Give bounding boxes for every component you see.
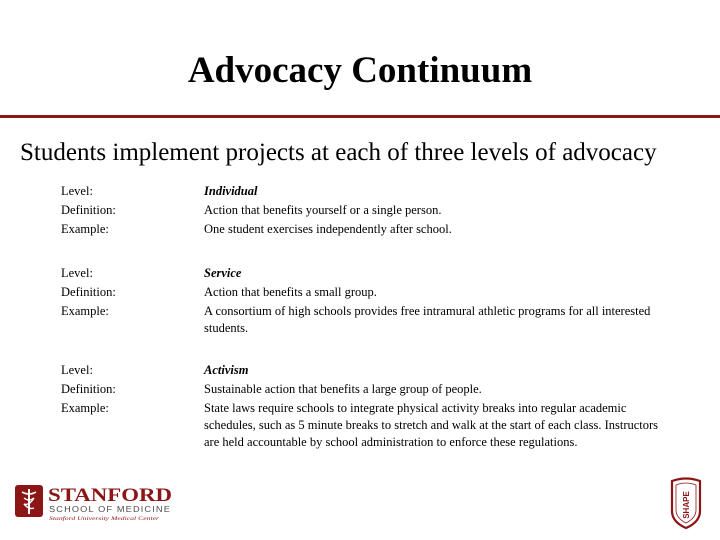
level-definition: Sustainable action that benefits a large group of people.	[204, 382, 482, 396]
level-definition: Action that benefits yourself or a single person.	[204, 203, 442, 217]
definition-label: Definition:	[61, 382, 116, 396]
title-divider	[0, 115, 720, 118]
level-name: Service	[204, 266, 242, 280]
badge-text: SHAPE	[682, 491, 691, 519]
level-example: State laws require schools to integrate physical activity breaks into regular academic schedules, such as 5 minute breaks to stretch and walk at the start of each class. Instructors are held accountable by school administration to enforce these regulations.	[204, 401, 659, 449]
example-label: Example:	[61, 222, 109, 236]
level-label: Level:	[61, 363, 93, 377]
caduceus-icon	[15, 485, 43, 517]
school-of-medicine-text: SCHOOL OF MEDICINE	[49, 505, 171, 514]
level-label: Level:	[61, 184, 93, 198]
level-definition: Action that benefits a small group.	[204, 285, 377, 299]
level-block-individual	[61, 182, 661, 239]
definition-label: Definition:	[61, 203, 116, 217]
level-name: Activism	[204, 363, 249, 377]
slide-title: Advocacy Continuum	[187, 50, 533, 91]
stanford-medicine-logo	[14, 482, 174, 522]
stanford-wordmark: STANFORD	[48, 485, 172, 506]
level-block-service	[61, 264, 661, 337]
slide-subtitle: Students implement projects at each of three levels of advocacy	[20, 139, 657, 166]
medical-center-text: Stanford University Medical Center	[49, 516, 128, 522]
level-name: Individual	[204, 184, 258, 198]
level-block-activism	[61, 361, 661, 451]
level-example: One student exercises independently after school.	[204, 222, 452, 236]
level-example: A consortium of high schools provides free intramural athletic programs for all interested students.	[204, 304, 651, 335]
example-label: Example:	[61, 304, 109, 318]
definition-label: Definition:	[61, 285, 116, 299]
example-label: Example:	[61, 401, 109, 415]
shield-badge-logo	[666, 475, 706, 530]
level-label: Level:	[61, 266, 93, 280]
